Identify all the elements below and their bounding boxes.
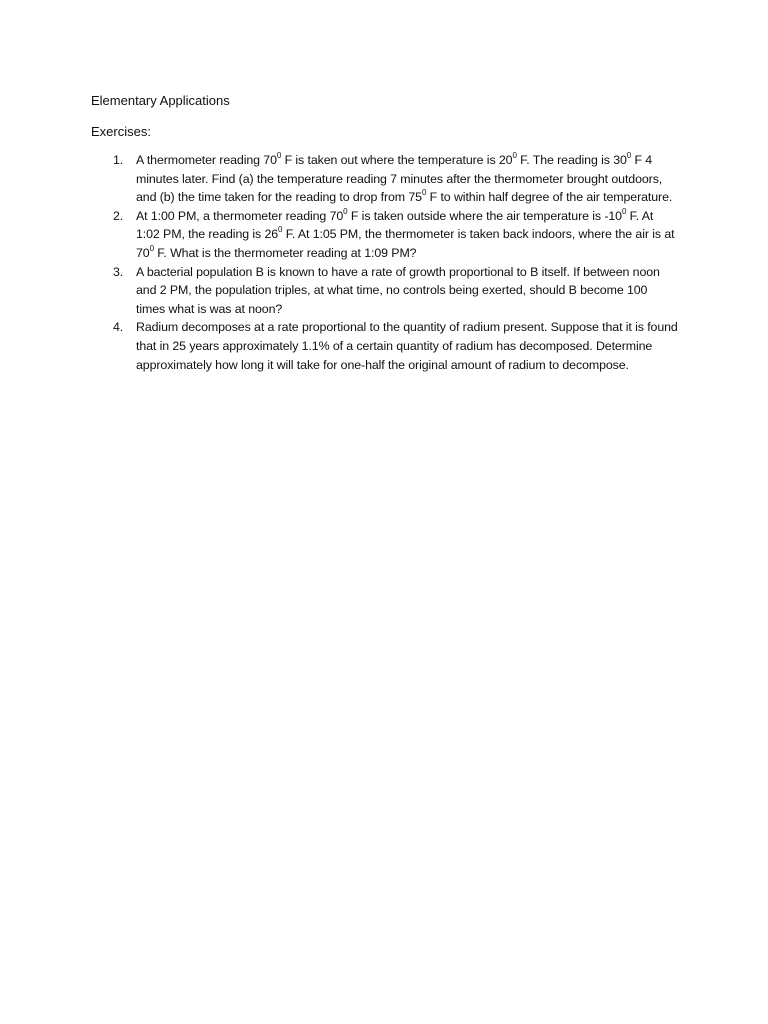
exercise-item-1 bbox=[91, 151, 679, 207]
exercise-number: 2. bbox=[113, 208, 124, 223]
exercise-number: 4. bbox=[113, 320, 124, 335]
exercise-item-3 bbox=[91, 263, 679, 319]
document-title: Elementary Applications bbox=[91, 93, 230, 108]
exercise-text: Radium decomposes at a rate proportional to the quantity of radium present. Suppose that it is found that in 25 years approximately 1.1% of a certain quantity of radium has decomposed. Determine approximately how long it will take for one-half the original amount of radium to decompose. bbox=[136, 320, 678, 372]
exercise-number: 3. bbox=[113, 264, 124, 279]
exercise-text: At 1:00 PM, a thermometer reading $70^0$ F is taken outside where the air temperature is $-10^0$ F. At 1:02 PM, the reading is $26^0$ F. At 1:05 PM, the thermometer is taken back indoors, where the air is at $70^0$ F. What is the thermometer reading at 1:09 PM? bbox=[136, 206, 675, 260]
exercise-item-4 bbox=[91, 318, 679, 374]
exercise-text: A bacterial population B is known to have a rate of growth proportional to B itself. If between noon and 2 PM, the population triples, at what time, no controls being exerted, should B become 100 times what is was at noon? bbox=[136, 264, 660, 316]
exercise-item-2 bbox=[91, 207, 679, 263]
exercise-number: 1. bbox=[113, 153, 124, 167]
section-heading: Exercises: bbox=[91, 124, 151, 139]
exercise-list bbox=[91, 151, 679, 374]
exercise-text: A thermometer reading $70^0$ F is taken out where the temperature is $20^0$ F. The reading is $30^0$ F 4 minutes later. Find (a) the temperature reading 7 minutes after the thermometer brought outdoors, and (b) the time taken for the reading to drop from $75^0$ F to within half degree of the air temperature. bbox=[136, 150, 673, 205]
